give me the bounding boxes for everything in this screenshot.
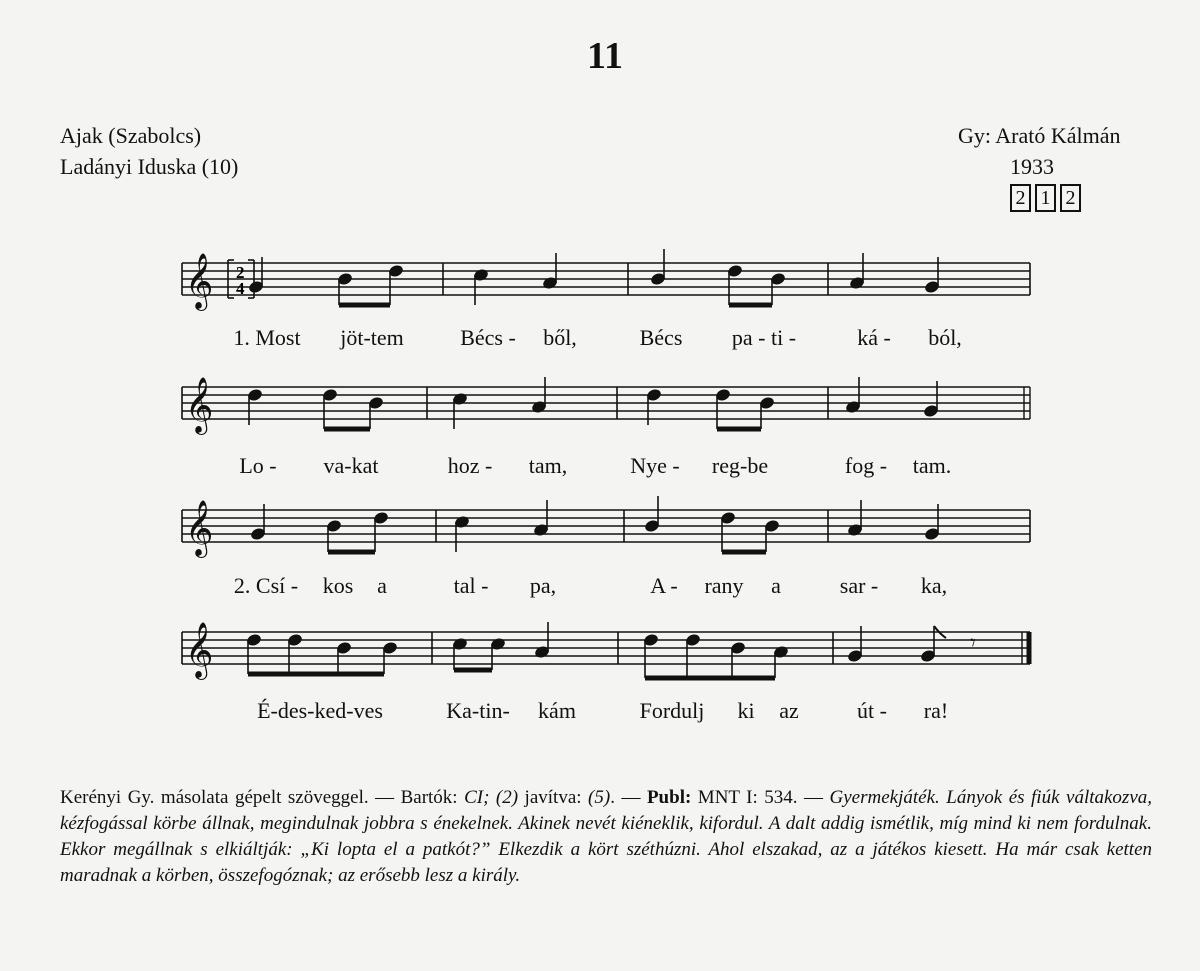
- lyric: kos: [322, 573, 354, 598]
- song-number: 11: [587, 35, 623, 77]
- lyric: Bécs: [639, 325, 683, 350]
- lyric: Ka-tin-: [446, 698, 510, 723]
- lyric: jöt-tem: [340, 325, 404, 350]
- treble-clef-icon: 𝄞: [185, 377, 214, 433]
- lyric: pa,: [529, 573, 557, 598]
- caption-text: javítva:: [518, 787, 589, 808]
- caption-text: Kerényi Gy. másolata gépelt szöveggel. — Bartók:: [60, 787, 465, 808]
- caption-text: . —: [610, 787, 647, 808]
- lyric: tam.: [912, 453, 952, 478]
- treble-clef-icon: 𝄞: [185, 622, 214, 678]
- lyric: fog -: [844, 453, 888, 478]
- lyric: va-kat: [323, 453, 379, 478]
- lyric: reg-be: [711, 453, 769, 478]
- treble-clef-icon: 𝄞: [185, 253, 214, 309]
- lyric: 1. Most: [233, 325, 301, 350]
- id-box: 1: [1035, 184, 1056, 212]
- location: Ajak (Szabolcs): [60, 123, 202, 148]
- collector: Gy: Arató Kálmán: [958, 123, 1121, 148]
- singer: Ladányi Iduska (10): [60, 154, 239, 179]
- lyric: ből,: [543, 325, 577, 350]
- caption-italic: Gyermekjáték. Lányok és fiúk váltakozva, kézfogással körbe állnak, megindulnak jobbra s énekelnek. Akinek nevét kiéneklik, kifordul. A dalt addig ismétlik, míg mind ki nem fordulnak. Ekkor megállnak s elkiáltják: „Ki lopta el a patkót?” Elkezdik a kört széthúzni. Ahol elszakad, az a játékos kiesett. Ha már csak ketten maradnak a körben, összefogóznak; az erősebb lesz a király.: [60, 787, 1153, 886]
- lyric: tam,: [528, 453, 568, 478]
- time-signature-bottom: 4: [236, 279, 245, 298]
- lyric: út -: [857, 698, 887, 723]
- lyric: Fordulj: [639, 698, 705, 723]
- caption-italic: (5): [588, 787, 611, 808]
- caption-bold: Publ:: [646, 787, 692, 808]
- lyric: ból,: [928, 325, 962, 350]
- year: 1933: [1010, 154, 1054, 179]
- lyric: ka,: [920, 573, 948, 598]
- lyric: rany: [704, 573, 744, 598]
- lyric: kám: [538, 698, 576, 723]
- treble-clef-icon: 𝄞: [185, 500, 214, 556]
- time-signature-top: 2: [236, 263, 245, 282]
- caption: [60, 785, 1152, 889]
- lyric: Lo -: [239, 453, 277, 478]
- caption-italic: CI; (2): [464, 787, 519, 808]
- lyric: 2. Csí -: [233, 573, 299, 598]
- lyric: ká -: [857, 325, 891, 350]
- lyric: ra!: [923, 698, 949, 723]
- id-box: 2: [1010, 184, 1031, 212]
- lyric: A -: [650, 573, 678, 598]
- lyric: a: [377, 573, 387, 598]
- lyric: hoz -: [447, 453, 493, 478]
- lyric: pa - ti -: [731, 325, 797, 350]
- caption-text: MNT I: 534. —: [691, 787, 830, 808]
- eighth-rest-icon: 𝄾: [970, 631, 976, 656]
- lyric: a: [771, 573, 781, 598]
- lyric: sar -: [839, 573, 879, 598]
- lyric: az: [779, 698, 799, 723]
- id-box: 2: [1060, 184, 1081, 212]
- lyric: ki: [737, 698, 755, 723]
- lyric: Bécs -: [460, 325, 516, 350]
- lyric: É-des-ked-ves: [257, 698, 383, 723]
- lyric: Nye -: [630, 453, 680, 478]
- lyric: tal -: [453, 573, 489, 598]
